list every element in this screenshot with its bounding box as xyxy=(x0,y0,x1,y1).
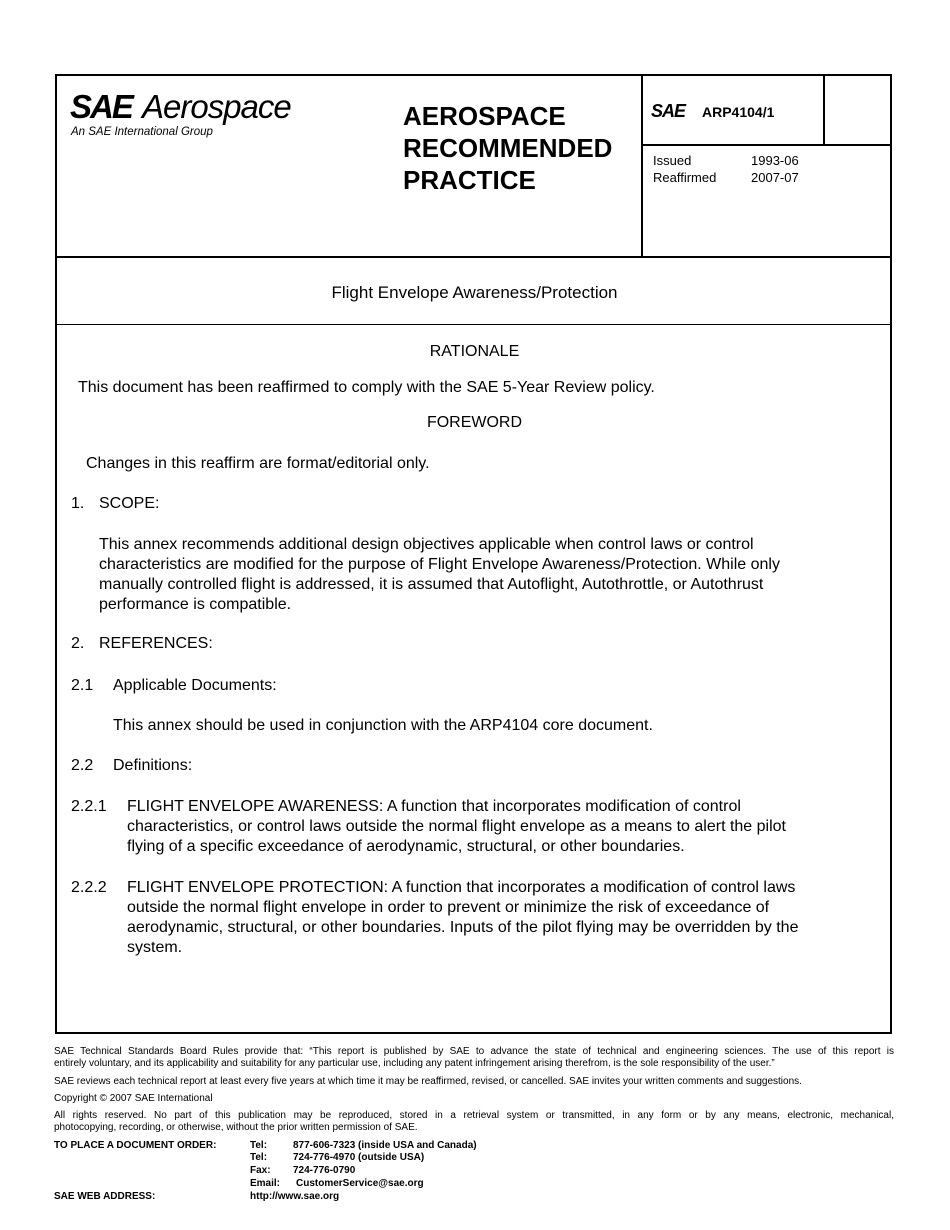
subsection-number: 2.1 xyxy=(71,677,94,694)
footer-rules xyxy=(54,1046,894,1070)
web-address-label: SAE WEB ADDRESS: xyxy=(54,1191,156,1202)
foreword-text: Changes in this reaffirm are format/editorial only. xyxy=(86,455,430,472)
definition-line: aerodynamic, structural, or other boundaries. Inputs of the pilot flying may be overridden by the xyxy=(127,919,799,936)
document-type xyxy=(403,100,612,196)
issued-label: Issued xyxy=(653,153,692,168)
footer-rights-line: photocopying, recording, or otherwise, without the prior written permission of SAE. xyxy=(54,1122,418,1133)
logo-tagline: An SAE International Group xyxy=(71,126,213,138)
email-link[interactable]: CustomerService@sae.org xyxy=(296,1178,424,1189)
footer-rules-line: entirely voluntary, and its applicability and suitability for any particular use, including any patent infringement arising therefrom, is the sole responsibility of the user.” xyxy=(54,1058,775,1069)
subsection-number: 2.2 xyxy=(71,757,94,774)
contact-value: 724-776-0790 xyxy=(293,1165,356,1176)
rationale-heading: RATIONALE xyxy=(429,343,520,360)
logo-brand: SAE xyxy=(70,88,132,125)
definition-protection xyxy=(127,878,798,958)
footer-copyright: Copyright © 2007 SAE International xyxy=(54,1093,213,1104)
contact-value: 877-606-7323 (inside USA and Canada) xyxy=(293,1140,477,1151)
document-type-line: PRACTICE xyxy=(403,165,536,195)
contact-label: Tel: xyxy=(250,1140,268,1151)
reaffirmed-date: 2007-07 xyxy=(751,170,799,185)
section-number: 1. xyxy=(71,495,85,512)
sae-aerospace-logo xyxy=(70,88,320,148)
scope-heading: SCOPE: xyxy=(99,495,160,512)
issued-date: 1993-06 xyxy=(751,153,799,168)
header-box-rule xyxy=(641,144,892,146)
definition-number: 2.2.2 xyxy=(71,879,107,896)
reaffirmed-label: Reaffirmed xyxy=(653,170,717,185)
definition-line: system. xyxy=(127,939,183,956)
sae-small-logo: SAE xyxy=(651,101,686,121)
title-bottom-rule xyxy=(57,324,892,325)
document-type-line: AEROSPACE xyxy=(403,101,566,131)
contact-value: 724-776-4970 (outside USA) xyxy=(293,1152,425,1163)
scope-line: performance is compatible. xyxy=(99,596,292,613)
definition-awareness xyxy=(127,797,786,857)
document-title: Flight Envelope Awareness/Protection xyxy=(331,283,618,302)
scope-line: This annex recommends additional design objectives applicable when control laws or control xyxy=(99,536,754,553)
footer-rights-line: All rights reserved. No part of this publication may be reproduced, stored in a retrieval system or transmitted, in any form or by any means, electronic, mechanical, xyxy=(54,1110,894,1121)
definitions-heading: Definitions: xyxy=(113,757,193,774)
contact-label: Email: xyxy=(250,1178,281,1189)
contact-label: Fax: xyxy=(250,1165,271,1176)
applicable-documents-heading: Applicable Documents: xyxy=(113,677,277,694)
contact-label: Tel: xyxy=(250,1152,268,1163)
header-divider-vertical xyxy=(641,74,643,258)
scope-line: characteristics are modified for the purpose of Flight Envelope Awareness/Protection. While only xyxy=(99,556,780,573)
references-heading: REFERENCES: xyxy=(99,635,213,652)
rationale-text: This document has been reaffirmed to comply with the SAE 5-Year Review policy. xyxy=(78,379,655,396)
logo-name: Aerospace xyxy=(142,88,291,125)
footer-rules-line: SAE Technical Standards Board Rules provide that: “This report is published by SAE to advance the state of technical and engineering sciences. The use of this report is xyxy=(54,1046,894,1057)
order-label: TO PLACE A DOCUMENT ORDER: xyxy=(54,1140,217,1151)
definition-line: FLIGHT ENVELOPE PROTECTION: A function that incorporates a modification of control laws xyxy=(127,879,796,896)
section-number: 2. xyxy=(71,635,85,652)
definition-line: flying of a specific exceedance of aerodynamic, structural, or other boundaries. xyxy=(127,838,685,855)
foreword-heading: FOREWORD xyxy=(426,414,523,431)
document-number: ARP4104/1 xyxy=(702,104,775,120)
header-bottom-rule xyxy=(55,256,892,258)
document-type-line: RECOMMENDED xyxy=(403,133,613,163)
footer-review: SAE reviews each technical report at least every five years at which time it may be reaffirmed, revised, or cancelled. SAE invites your written comments and suggestions. xyxy=(54,1076,802,1087)
scope-line: manually controlled flight is addressed, it is assumed that Autoflight, Autothrottle, or Autothrust xyxy=(99,576,764,593)
definition-line: characteristics, or control laws outside the normal flight envelope as a means to alert the pilot xyxy=(127,818,786,835)
applicable-documents-text: This annex should be used in conjunction with the ARP4104 core document. xyxy=(113,717,653,734)
definition-number: 2.2.1 xyxy=(71,798,107,815)
footer-rights xyxy=(54,1110,894,1134)
definition-line: outside the normal flight envelope in order to prevent or minimize the risk of exceedance of xyxy=(127,899,770,916)
scope-paragraph xyxy=(99,535,780,615)
web-address-link[interactable]: http://www.sae.org xyxy=(250,1191,340,1202)
definition-line: FLIGHT ENVELOPE AWARENESS: A function that incorporates modification of control xyxy=(127,798,741,815)
header-box-divider xyxy=(823,74,825,146)
